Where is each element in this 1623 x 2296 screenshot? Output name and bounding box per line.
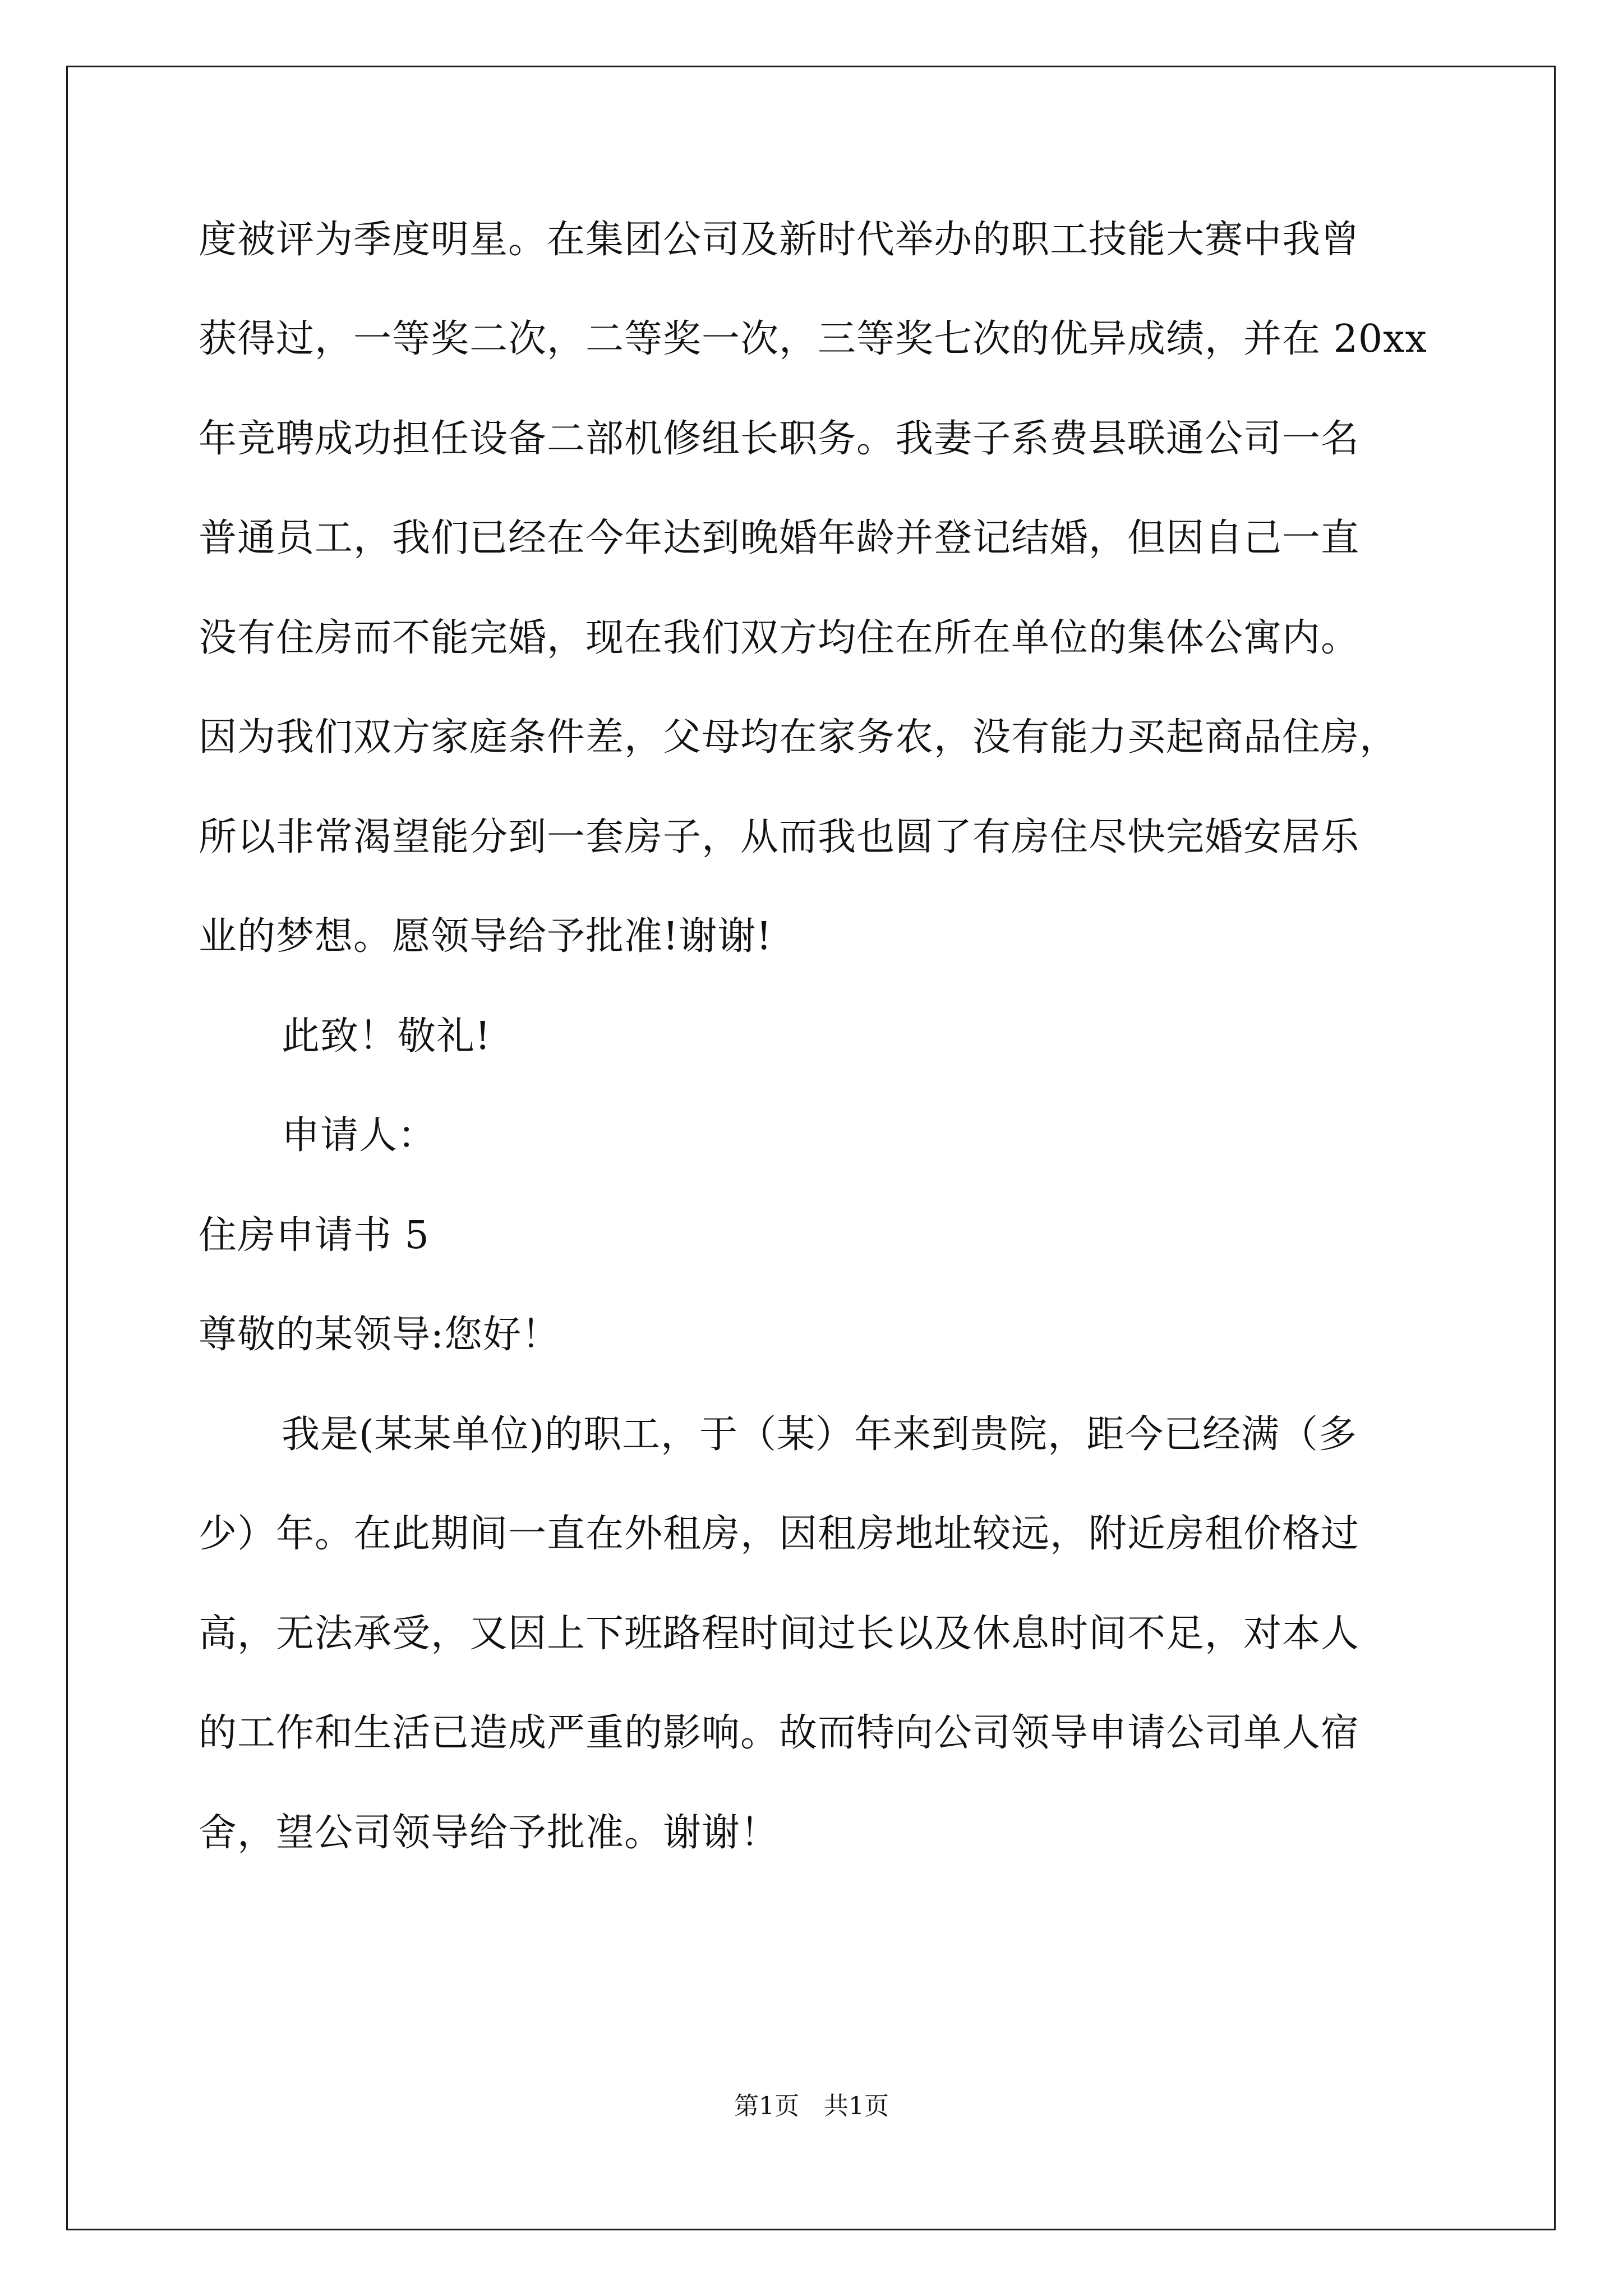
text-line: 高，无法承受，又因上下班路程时间过长以及休息时间不足，对本人 [199,1612,1360,1656]
text-line: 业的梦想。愿领导给予批准!谢谢! [199,914,772,959]
text-line: 舍，望公司领导给予批准。谢谢！ [199,1811,780,1855]
section-title: 住房申请书 5 [199,1213,430,1258]
text-line: 普通员工，我们已经在今年达到晚婚年龄并登记结婚，但因自己一直 [199,516,1360,560]
applicant-signature-label: 申请人： [282,1114,437,1158]
text-line: 没有住房而不能完婚，现在我们双方均住在所在单位的集体公寓内。 [199,616,1360,660]
greeting: 尊敬的某领导:您好！ [199,1313,560,1357]
text-line: 因为我们双方家庭条件差，父母均在家务农，没有能力买起商品住房， [199,715,1399,760]
text-line: 年竞聘成功担任设备二部机修组长职务。我妻子系费县联通公司一名 [199,417,1360,461]
page-footer: 第1页 共1页 [734,2092,889,2120]
text-line: 我是(某某单位)的职工，于（某）年来到贵院，距今已经满（多 [282,1412,1358,1457]
text-line: 度被评为季度明星。在集团公司及新时代举办的职工技能大赛中我曾 [199,218,1360,262]
text-line: 获得过，一等奖二次，二等奖一次，三等奖七次的优异成绩，并在 20xx [199,317,1427,361]
text-line: 的工作和生活已造成严重的影响。故而特向公司领导申请公司单人宿 [199,1711,1360,1755]
closing-salutation: 此致！敬礼! [282,1014,491,1059]
text-line: 少）年。在此期间一直在外租房，因租房地址较远，附近房租价格过 [199,1512,1360,1556]
text-line: 所以非常渴望能分到一套房子，从而我也圆了有房住尽快完婚安居乐 [199,815,1360,859]
